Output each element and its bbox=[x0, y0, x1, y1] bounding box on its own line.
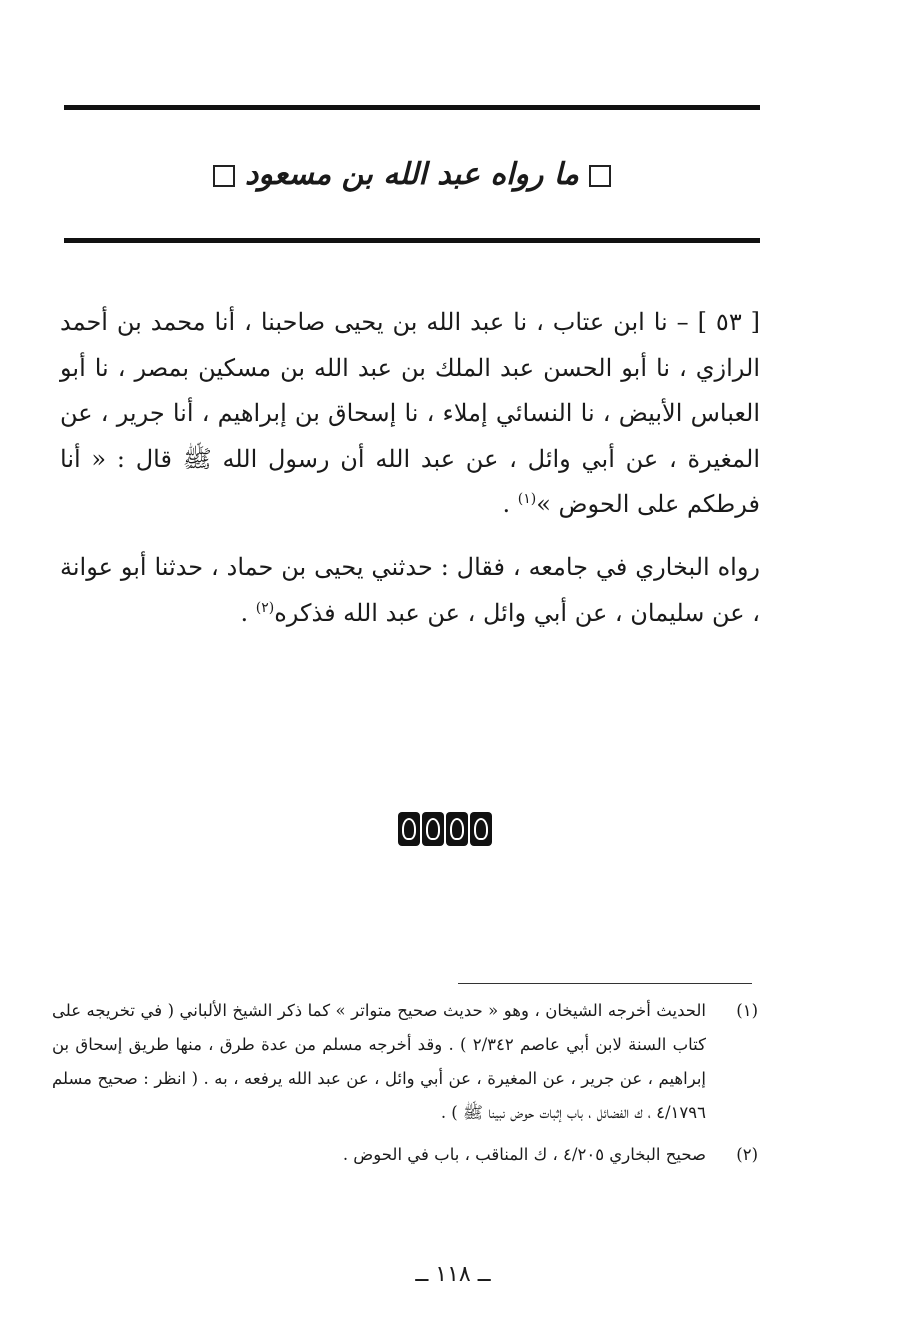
page-number: ــ ١١٨ ــ bbox=[415, 1262, 491, 1287]
footnote-number: (١) bbox=[736, 1001, 758, 1020]
paragraph-end: . bbox=[502, 490, 518, 518]
square-ornament-icon bbox=[213, 165, 235, 187]
footnote-text: الحديث أخرجه الشيخان ، وهو « حديث صحيح متواتر » كما ذكر الشيخ الألباني ( في تخريجه على كتاب السنة لابن أبي عاصم ٢/٣٤٢ ) . وقد أخرجه مسلم من عدة طرق ، منها طريق إسحاق بن إبراهيم ، عن جرير ، عن المغيرة ، عن أبي وائل ، عن عبد الله يرفعه ، به . ( انظر : صحيح مسلم ٤/١٧٩٦ ، ك الفضائل ، باب إثبات حوض نبينا ﷺ ) . bbox=[52, 1001, 706, 1122]
footnote-1 bbox=[52, 994, 758, 1130]
top-rule bbox=[64, 105, 760, 110]
footnote-number: (٢) bbox=[736, 1145, 758, 1164]
footnote-separator bbox=[458, 983, 752, 984]
paragraph-end: . bbox=[240, 598, 256, 627]
hadith-paragraph bbox=[60, 300, 760, 528]
takhrij-text: رواه البخاري في جامعه ، فقال : حدثني يحيى بن حماد ، حدثنا أبو عوانة ، عن سليمان ، عن أبي وائل ، عن عبد الله فذكره bbox=[60, 553, 760, 627]
section-title: ما رواه عبد الله بن مسعود bbox=[245, 157, 579, 192]
takhrij-paragraph bbox=[60, 545, 760, 636]
bottom-rule bbox=[64, 238, 760, 243]
hadith-text: [ ٥٣ ] – نا ابن عتاب ، نا عبد الله بن يحيى صاحبنا ، أنا محمد بن أحمد الرازي ، نا أبو الحسن عبد الملك بن عبد الله بن مسكين بمصر ، نا أبو العباس الأبيض ، نا النسائي إملاء ، نا إسحاق بن إبراهيم ، أنا جرير ، عن المغيرة ، عن أبي وائل ، عن عبد الله أن رسول الله ﷺ قال : « أنا فرطكم على الحوض » bbox=[60, 308, 761, 518]
footnote-ref-2: (٢) bbox=[255, 599, 275, 616]
decorative-ornament-icon bbox=[398, 812, 492, 846]
section-heading bbox=[64, 150, 760, 200]
footnote-text: صحيح البخاري ٤/٢٠٥ ، ك المناقب ، باب في الحوض . bbox=[342, 1145, 706, 1164]
footnote-ref-1: (١) bbox=[517, 491, 537, 507]
footnote-2 bbox=[52, 1138, 758, 1172]
square-ornament-icon bbox=[589, 165, 611, 187]
